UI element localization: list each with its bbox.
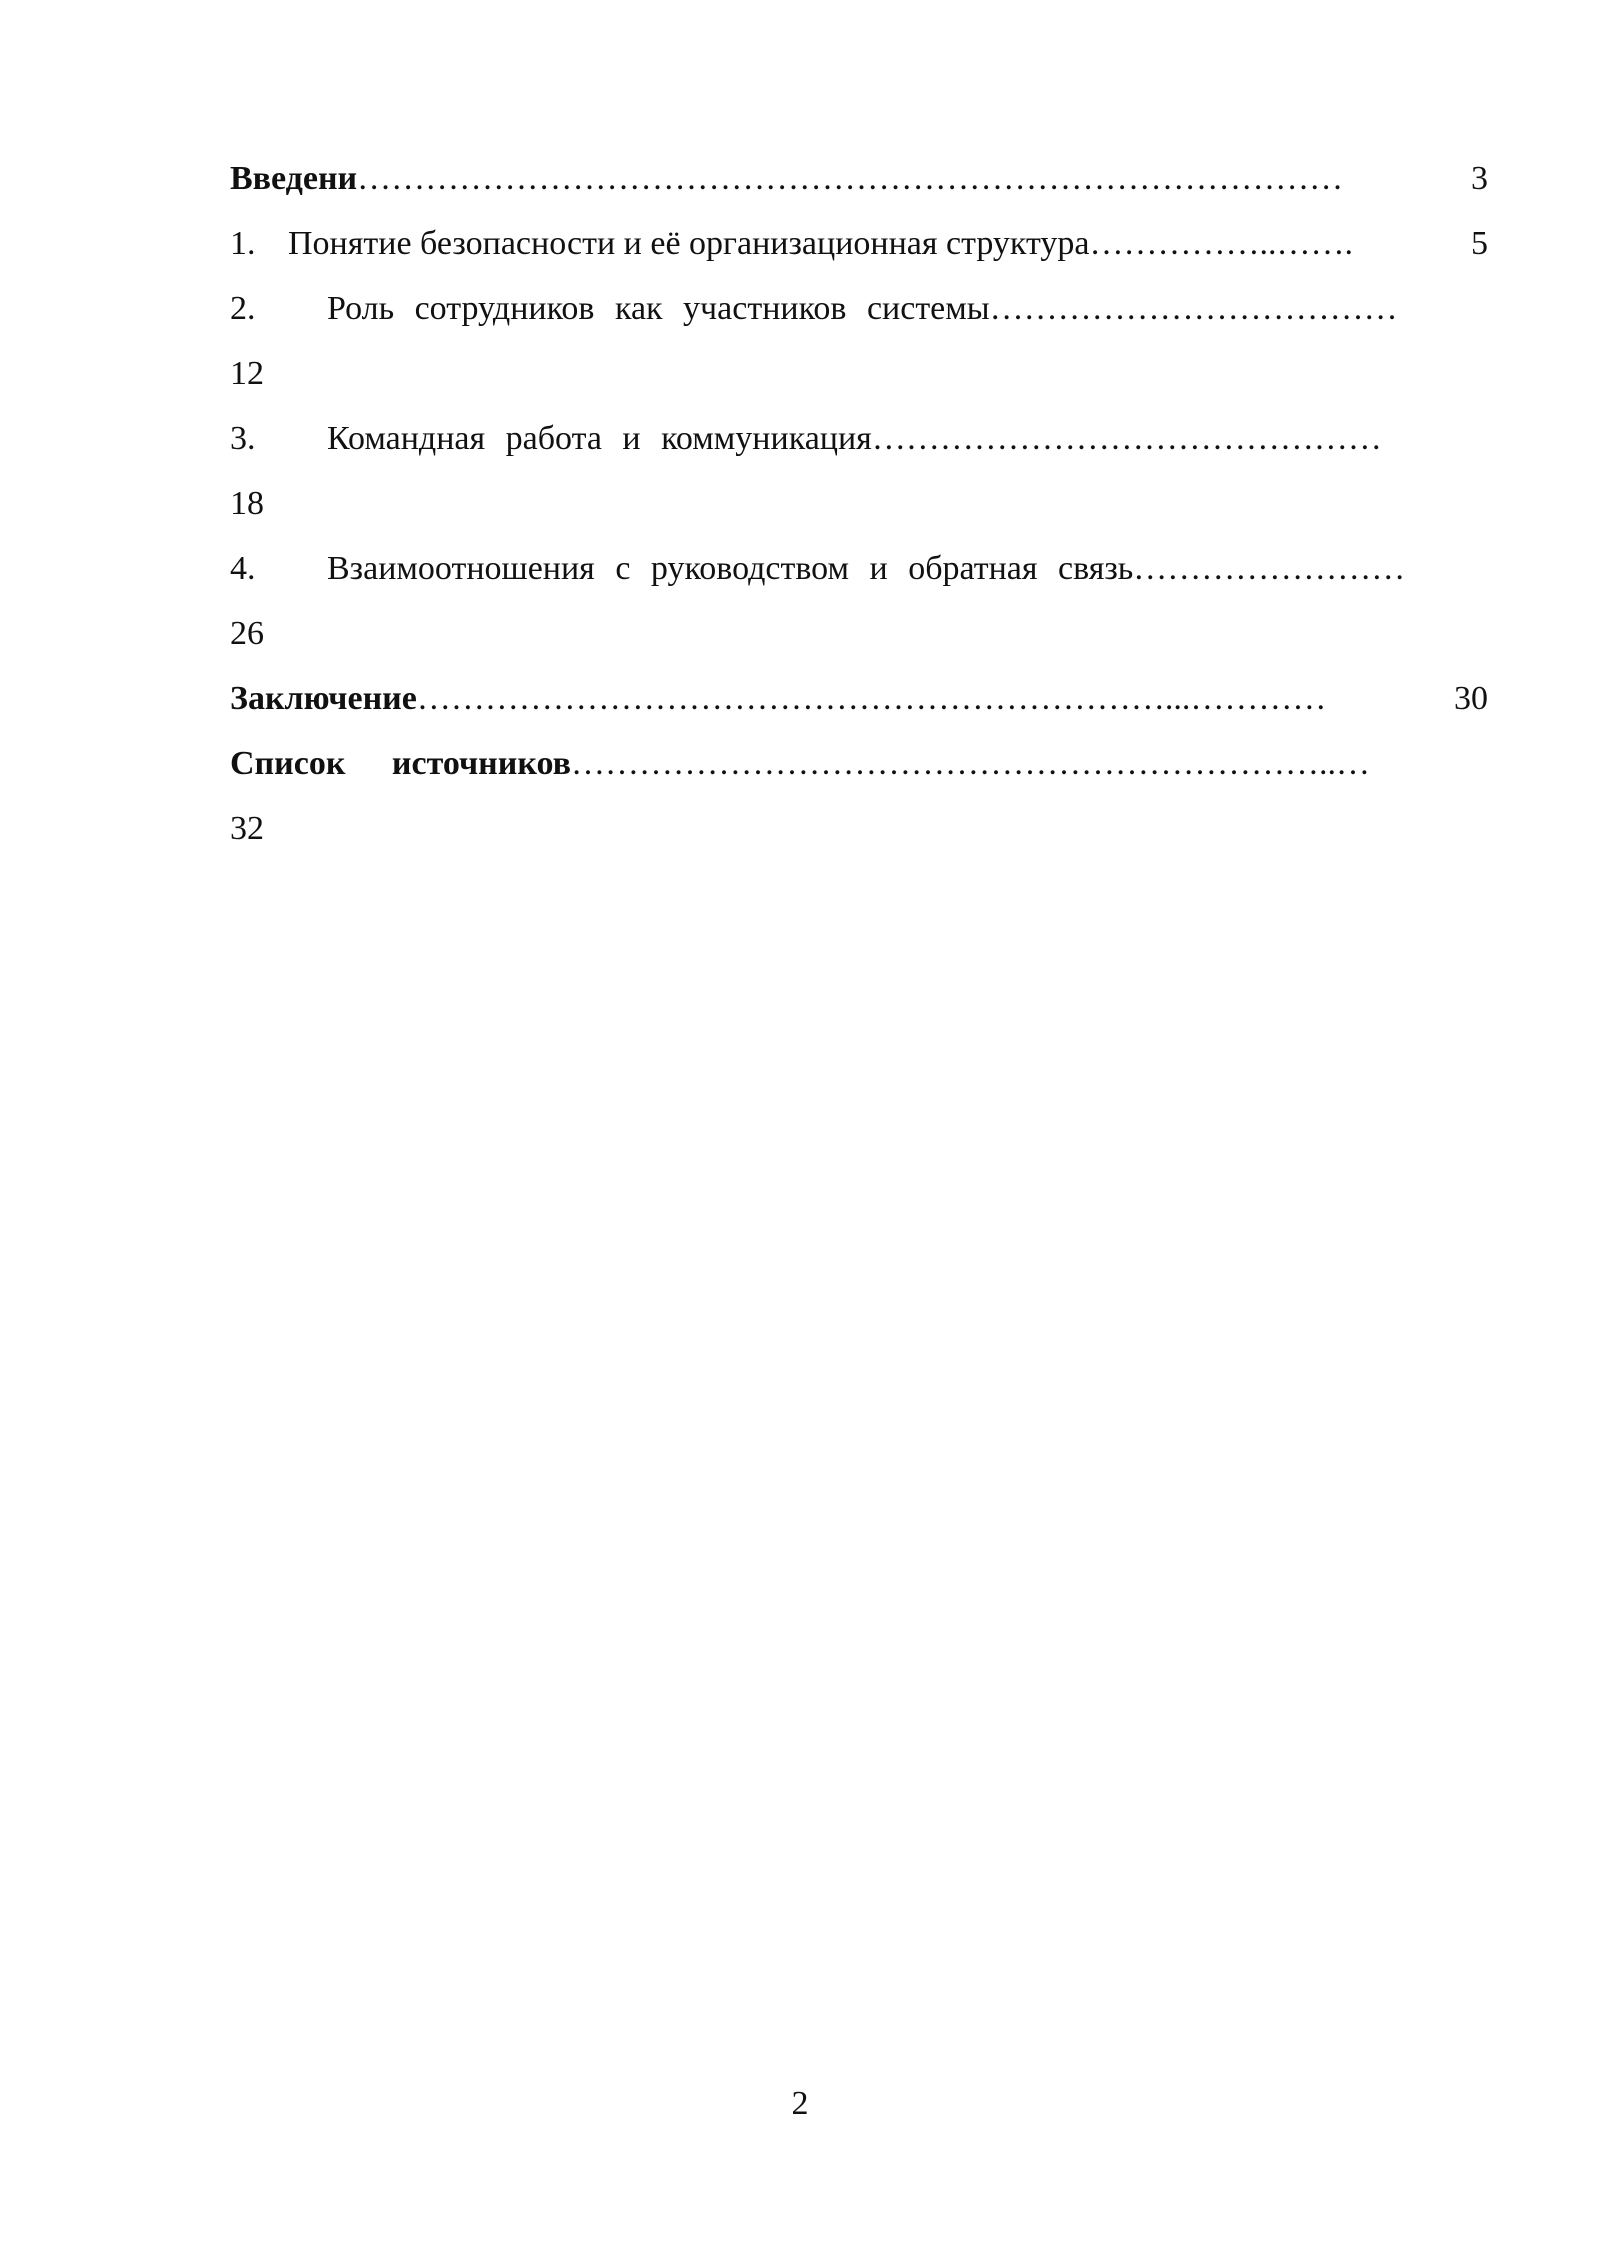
toc-page-number: 32: [230, 810, 264, 847]
toc-leader: ………………………………………: [871, 420, 1382, 457]
toc-entry-title: Список источников: [230, 745, 571, 782]
toc-entry-4-page-line: [230, 601, 1488, 666]
toc-page-number: 5: [1471, 225, 1488, 262]
toc-leader: …………………………………………………………...…………: [416, 680, 1327, 717]
toc-entry-2-page-line: [230, 341, 1488, 406]
toc-entry-number: 4.: [230, 550, 256, 587]
toc-entry-number: 1.: [230, 225, 256, 262]
toc-entry-title: Понятие безопасности и её организационная структура: [288, 225, 1090, 262]
toc-leader: …………………………………………………………..…: [570, 745, 1370, 782]
toc-entry-1: [230, 211, 1488, 276]
toc-entry-sources: [230, 731, 1488, 796]
table-of-contents: [230, 146, 1488, 861]
toc-entry-number: 3.: [230, 420, 256, 457]
toc-leader: ……………………: [1133, 550, 1406, 587]
toc-entry-title: Взаимоотношения с руководством и обратная связь: [327, 550, 1134, 587]
toc-entry-3-page-line: [230, 471, 1488, 536]
toc-leader: ……………..…….: [1089, 225, 1354, 262]
toc-page-number: 3: [1471, 160, 1488, 197]
toc-entry-title: Заключение: [230, 680, 417, 717]
toc-entry-3: [230, 406, 1488, 471]
toc-leader: ……………………………………………………………………………: [357, 160, 1344, 197]
toc-entry-title: Командная работа и коммуникация: [327, 420, 872, 457]
toc-entry-2: [230, 276, 1488, 341]
toc-page-number: 30: [1454, 680, 1488, 717]
toc-page-number: 18: [230, 485, 264, 522]
toc-page-number: 12: [230, 355, 264, 392]
toc-entry-title: Роль сотрудников как участников системы: [327, 290, 990, 327]
toc-page-number: 26: [230, 615, 264, 652]
toc-entry-introduction: [230, 146, 1488, 211]
toc-leader: ………………………………: [989, 290, 1398, 327]
page-number-footer: 2: [791, 2085, 809, 2122]
toc-entry-conclusion: [230, 666, 1488, 731]
toc-entry-4: [230, 536, 1488, 601]
toc-entry-number: 2.: [230, 290, 256, 327]
toc-entry-sources-page-line: [230, 796, 1488, 861]
toc-entry-title: Введени: [230, 160, 358, 197]
